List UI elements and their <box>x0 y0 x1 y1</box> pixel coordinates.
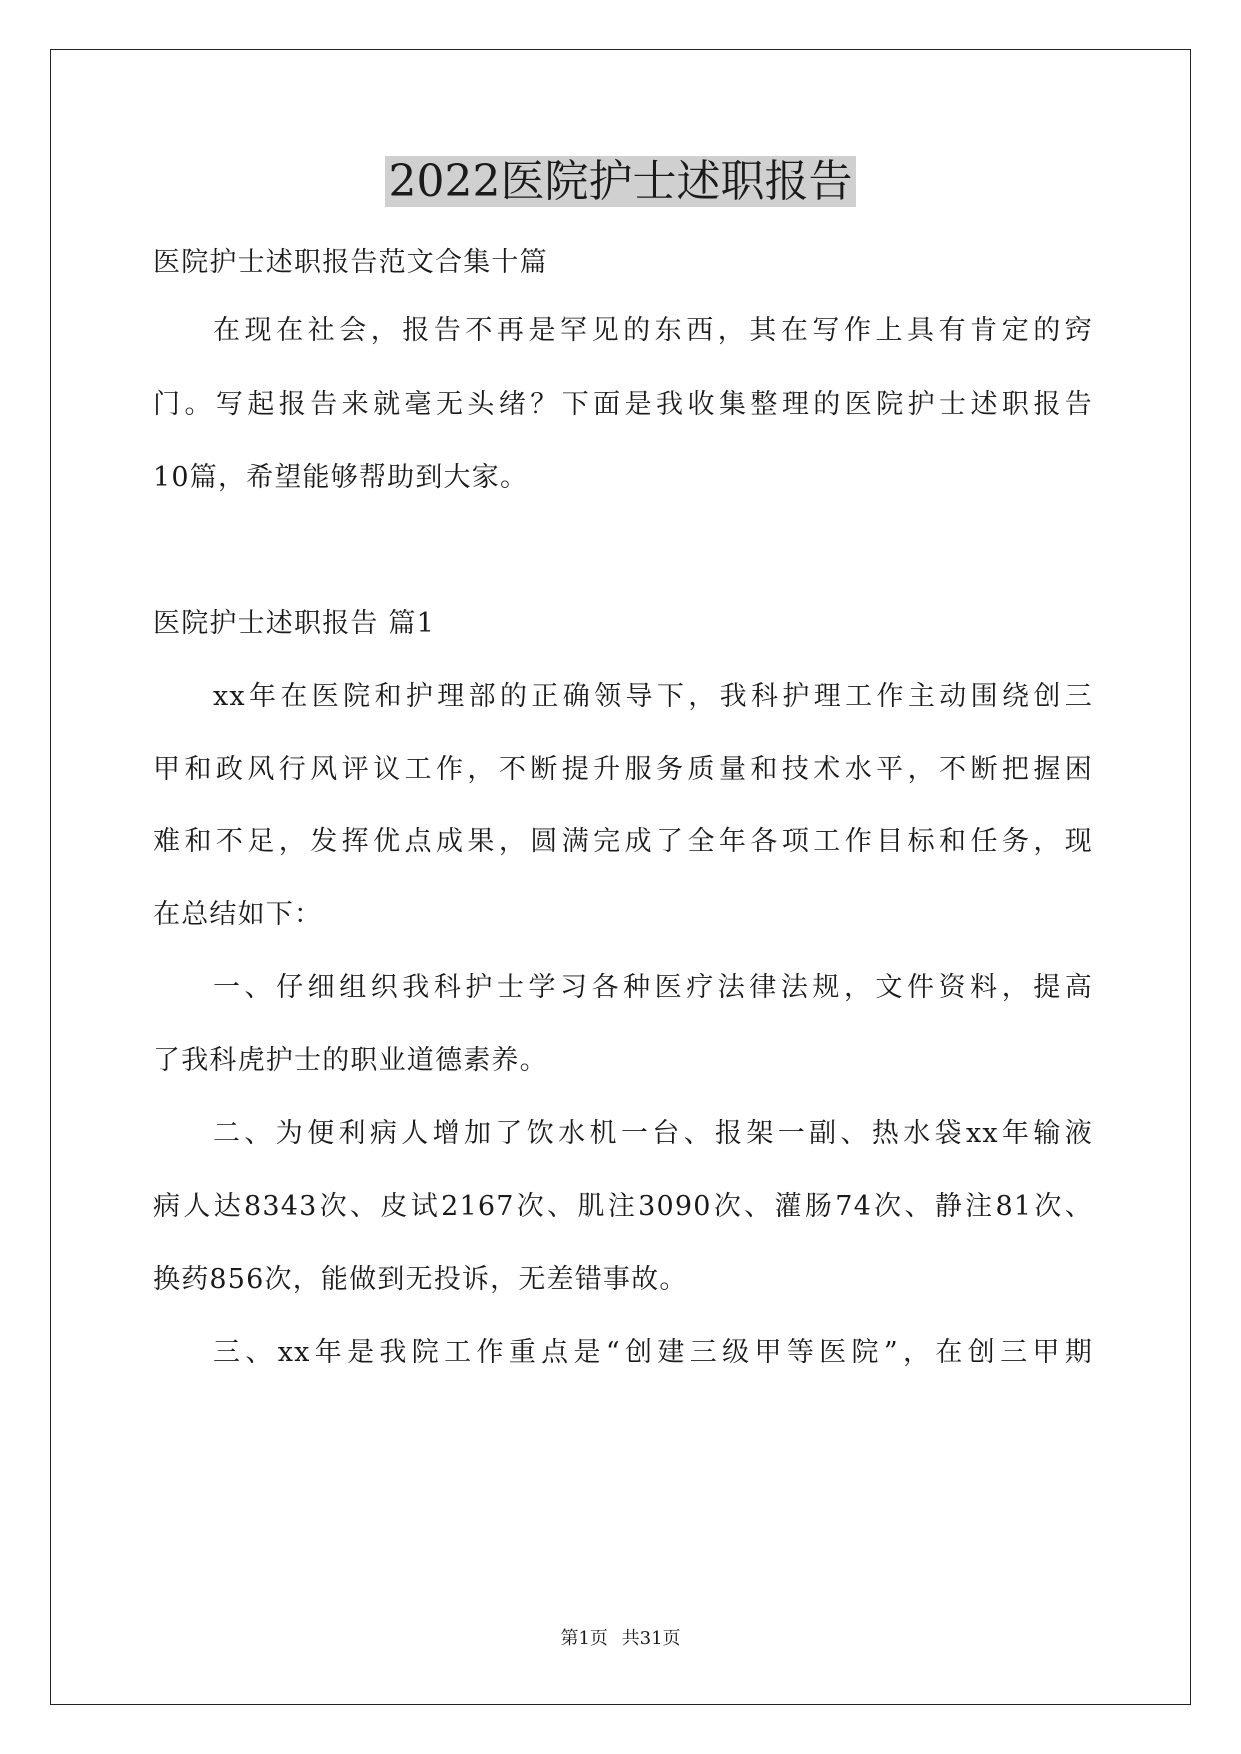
section-heading: 医院护士述职报告 篇1 <box>153 608 435 639</box>
page-footer <box>0 1627 1241 1651</box>
body-line-8: 病人达8343次、皮试2167次、肌注3090次、灌肠74次、静注81次、 <box>153 1191 1093 1222</box>
intro-line-1: 在现在社会，报告不再是罕见的东西，其在写作上具有肯定的窍 <box>213 315 1093 346</box>
body-line-4: 在总结如下： <box>153 899 323 930</box>
page-total: 共31页 <box>621 1628 681 1649</box>
body-line-10: 三、xx年是我院工作重点是“创建三级甲等医院”，在创三甲期 <box>213 1337 1093 1368</box>
body-line-3: 难和不足，发挥优点成果，圆满完成了全年各项工作目标和任务，现 <box>153 826 1093 857</box>
intro-line-3: 10篇，希望能够帮助到大家。 <box>153 462 529 493</box>
body-line-9: 换药856次，能做到无投诉，无差错事故。 <box>153 1264 688 1295</box>
body-line-6: 了我科虎护士的职业道德素养。 <box>153 1045 548 1076</box>
body-line-5: 一、仔细组织我科护士学习各种医疗法律法规，文件资料，提高 <box>213 972 1093 1003</box>
body-line-1: xx年在医院和护理部的正确领导下，我科护理工作主动围绕创三 <box>213 681 1093 712</box>
page-frame <box>50 49 1191 1705</box>
body-line-2: 甲和政风行风评议工作，不断提升服务质量和技术水平，不断把握困 <box>153 754 1093 785</box>
document-title-text: 2022医院护士述职报告 <box>385 156 857 207</box>
document-subtitle: 医院护士述职报告范文合集十篇 <box>153 247 548 278</box>
page-number: 第1页 <box>560 1628 608 1649</box>
intro-line-2: 门。写起报告来就毫无头绪？下面是我收集整理的医院护士述职报告 <box>153 389 1093 420</box>
document-title <box>0 150 1241 214</box>
body-line-7: 二、为便利病人增加了饮水机一台、报架一副、热水袋xx年输液 <box>213 1118 1093 1149</box>
